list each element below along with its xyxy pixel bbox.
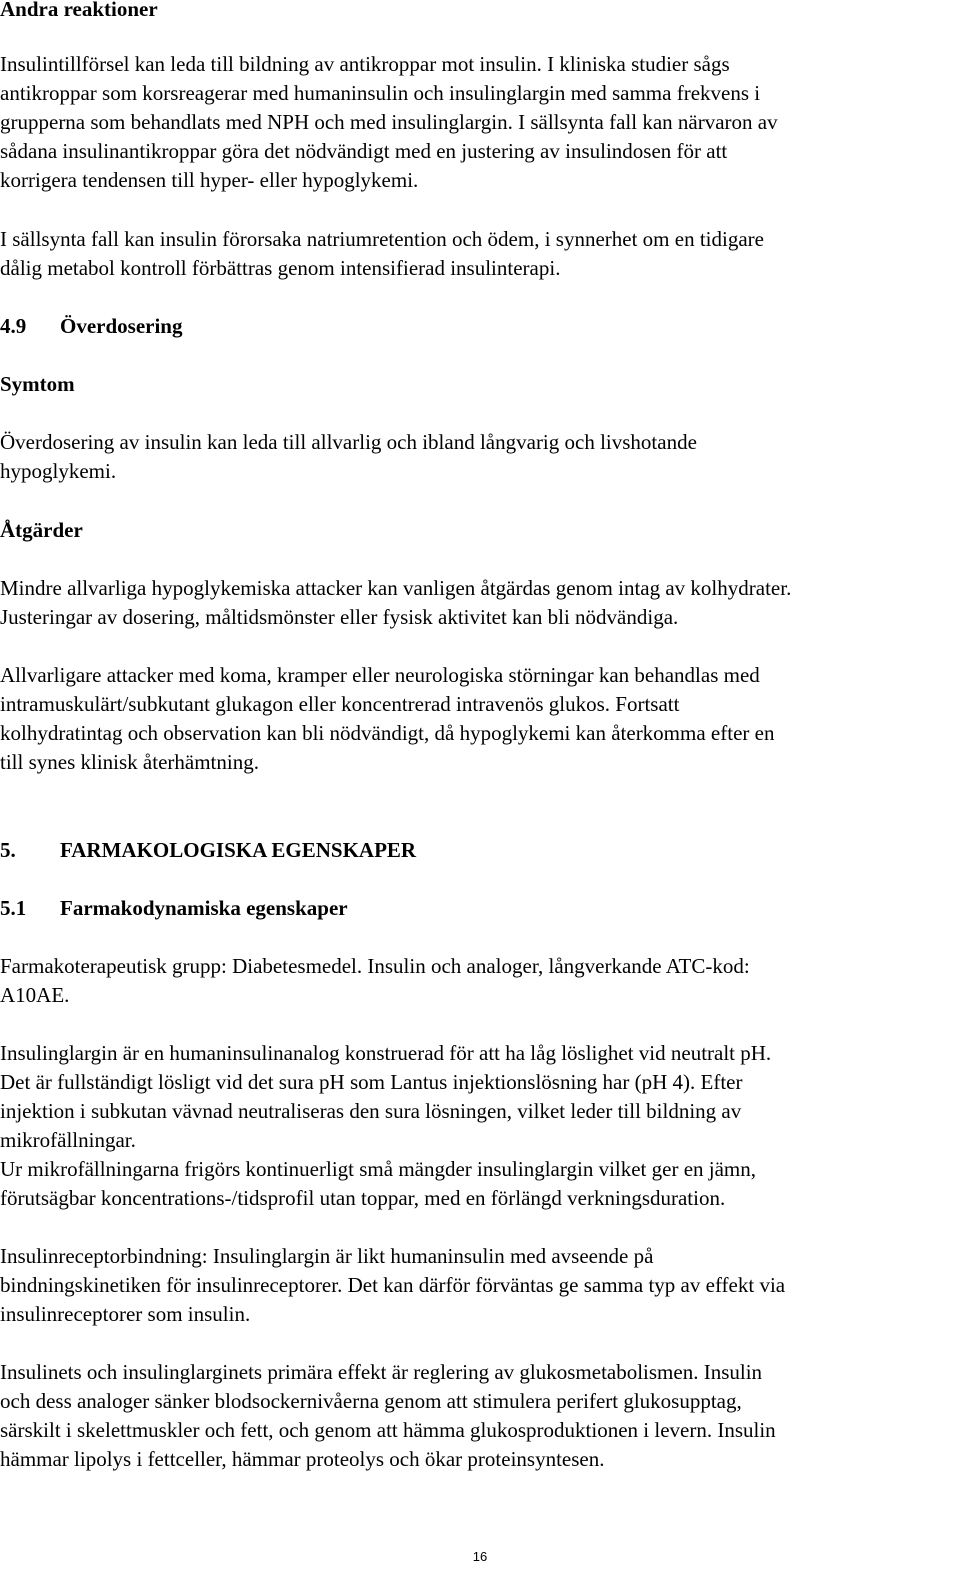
section-number: 5.1 <box>0 896 27 920</box>
text-line: Ur mikrofällningarna frigörs kontinuerligt små mängder insulinglargin vilket ger en jämn, <box>0 1157 757 1181</box>
section-number: 5. <box>0 838 16 862</box>
paragraph-receptor-binding <box>0 1242 958 1329</box>
subheading-symtom <box>0 370 958 399</box>
paragraph-antibodies <box>0 50 958 195</box>
section-heading-4-9 <box>0 312 958 341</box>
paragraph-glargine-properties <box>0 1039 958 1213</box>
subheading-atgarder <box>0 516 958 545</box>
text-line: I sällsynta fall kan insulin förorsaka natriumretention och ödem, i synnerhet om en tidigare <box>0 227 764 251</box>
text-line: Justeringar av dosering, måltidsmönster eller fysisk aktivitet kan bli nödvändiga. <box>0 605 679 629</box>
text-line: särskilt i skelettmuskler och fett, och genom att hämma glukosproduktionen i levern. Insulin <box>0 1418 776 1442</box>
section-number: 4.9 <box>0 314 27 338</box>
paragraph-sodium-retention <box>0 225 958 283</box>
text-line: Insulinglargin är en humaninsulinanalog konstruerad för att ha låg löslighet vid neutralt pH. <box>0 1041 772 1065</box>
paragraph-mild-attacks <box>0 574 958 632</box>
section-heading-5 <box>0 836 958 865</box>
text-line: Farmakoterapeutisk grupp: Diabetesmedel. Insulin och analoger, långverkande ATC-kod: <box>0 954 750 978</box>
heading-text: Andra reaktioner <box>0 0 158 21</box>
text-line: till synes klinisk återhämtning. <box>0 750 259 774</box>
text-line: korrigera tendensen till hyper- eller hypoglykemi. <box>0 168 419 192</box>
page-number: 16 <box>472 1549 488 1564</box>
section-title: Farmakodynamiska egenskaper <box>60 896 348 920</box>
text-line: A10AE. <box>0 983 70 1007</box>
paragraph-severe-attacks <box>0 661 958 777</box>
text-line: förutsägbar koncentrations-/tidsprofil utan toppar, med en förlängd verkningsduration. <box>0 1186 726 1210</box>
text-line: och dess analoger sänker blodsockernivåerna genom att stimulera perifert glukosupptag, <box>0 1389 742 1413</box>
heading-text: Symtom <box>0 372 75 396</box>
text-line: grupperna som behandlats med NPH och med insulinglargin. I sällsynta fall kan närvaron av <box>0 110 778 134</box>
text-line: Mindre allvarliga hypoglykemiska attacker kan vanligen åtgärdas genom intag av kolhydrater. <box>0 576 792 600</box>
paragraph-overdose <box>0 428 958 486</box>
text-line: Allvarligare attacker med koma, kramper eller neurologiska störningar kan behandlas med <box>0 663 760 687</box>
text-line: Insulinets och insulinglarginets primära effekt är reglering av glukosmetabolismen. Insulin <box>0 1360 763 1384</box>
text-line: mikrofällningar. <box>0 1128 136 1152</box>
text-line: intramuskulärt/subkutant glukagon eller koncentrerad intravenös glukos. Fortsatt <box>0 692 680 716</box>
section-title: Överdosering <box>60 314 183 338</box>
text-line: Överdosering av insulin kan leda till allvarlig och ibland långvarig och livshotande <box>0 430 697 454</box>
text-line: dålig metabol kontroll förbättras genom intensifierad insulinterapi. <box>0 256 561 280</box>
section-heading-andra-reaktioner <box>0 0 958 24</box>
text-line: insulinreceptorer som insulin. <box>0 1302 251 1326</box>
text-line: Insulintillförsel kan leda till bildning av antikroppar mot insulin. I kliniska studier sågs <box>0 52 730 76</box>
paragraph-primary-effect <box>0 1358 958 1474</box>
text-line: bindningskinetiken för insulinreceptorer. Det kan därför förväntas ge samma typ av effekt via <box>0 1273 786 1297</box>
text-line: Insulinreceptorbindning: Insulinglargin är likt humaninsulin med avseende på <box>0 1244 654 1268</box>
text-line: Det är fullständigt lösligt vid det sura pH som Lantus injektionslösning har (pH 4). Efter <box>0 1070 743 1094</box>
section-title: FARMAKOLOGISKA EGENSKAPER <box>60 838 417 862</box>
text-line: hypoglykemi. <box>0 459 117 483</box>
text-line: hämmar lipolys i fettceller, hämmar proteolys och ökar proteinsyntesen. <box>0 1447 605 1471</box>
text-line: sådana insulinantikroppar göra det nödvändigt med en justering av insulindosen för att <box>0 139 728 163</box>
text-line: injektion i subkutan vävnad neutraliseras den sura lösningen, vilket leder till bildning av <box>0 1099 742 1123</box>
paragraph-therapeutic-group <box>0 952 958 1010</box>
heading-text: Åtgärder <box>0 518 83 542</box>
text-line: kolhydratintag och observation kan bli nödvändigt, då hypoglykemi kan återkomma efter en <box>0 721 775 745</box>
text-line: antikroppar som korsreagerar med humaninsulin och insulinglargin med samma frekvens i <box>0 81 761 105</box>
section-heading-5-1 <box>0 894 958 923</box>
